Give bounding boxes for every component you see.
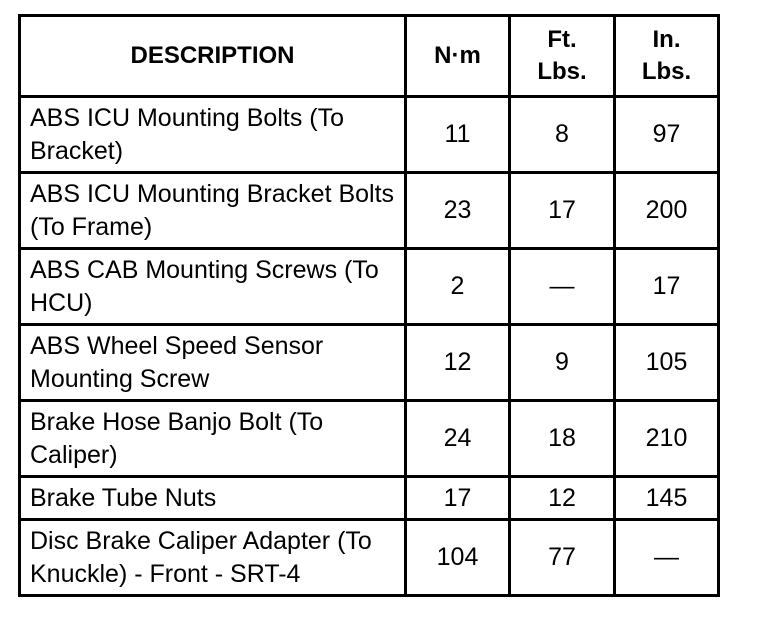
- description-cell: ABS ICU Mounting Bolts (To Bracket): [20, 97, 406, 173]
- ft-lbs-cell: 77: [510, 520, 615, 596]
- in-lbs-cell: 210: [615, 401, 719, 477]
- ft-lbs-cell: 8: [510, 97, 615, 173]
- description-cell: Brake Tube Nuts: [20, 477, 406, 520]
- header-in-lbs: [615, 16, 719, 97]
- description-cell: Brake Hose Banjo Bolt (To Caliper): [20, 401, 406, 477]
- header-in-lbs-line1: In.: [652, 26, 681, 53]
- description-cell: ABS Wheel Speed Sensor Mounting Screw: [20, 325, 406, 401]
- in-lbs-cell: —: [615, 520, 719, 596]
- in-lbs-cell: 17: [615, 249, 719, 325]
- header-nm: N·m: [406, 16, 510, 97]
- table-row: [20, 477, 719, 520]
- in-lbs-cell: 145: [615, 477, 719, 520]
- nm-cell: 24: [406, 401, 510, 477]
- nm-cell: 11: [406, 97, 510, 173]
- torque-spec-table: [18, 14, 720, 597]
- nm-cell: 104: [406, 520, 510, 596]
- table-row: [20, 520, 719, 596]
- nm-cell: 12: [406, 325, 510, 401]
- table-row: [20, 325, 719, 401]
- in-lbs-cell: 200: [615, 173, 719, 249]
- table-row: [20, 401, 719, 477]
- ft-lbs-cell: 9: [510, 325, 615, 401]
- ft-lbs-cell: 12: [510, 477, 615, 520]
- description-cell: ABS CAB Mounting Screws (To HCU): [20, 249, 406, 325]
- table-row: [20, 249, 719, 325]
- description-cell: Disc Brake Caliper Adapter (To Knuckle) - Front - SRT-4: [20, 520, 406, 596]
- nm-cell: 17: [406, 477, 510, 520]
- nm-cell: 2: [406, 249, 510, 325]
- header-in-lbs-line2: Lbs.: [641, 58, 692, 85]
- in-lbs-cell: 97: [615, 97, 719, 173]
- nm-cell: 23: [406, 173, 510, 249]
- header-ft-lbs-line1: Ft.: [547, 26, 577, 53]
- in-lbs-cell: 105: [615, 325, 719, 401]
- header-row: [20, 16, 719, 97]
- table-row: [20, 97, 719, 173]
- ft-lbs-cell: 17: [510, 173, 615, 249]
- description-cell: ABS ICU Mounting Bracket Bolts (To Frame): [20, 173, 406, 249]
- header-description: DESCRIPTION: [20, 16, 406, 97]
- header-ft-lbs-line2: Lbs.: [537, 58, 587, 85]
- ft-lbs-cell: 18: [510, 401, 615, 477]
- table-row: [20, 173, 719, 249]
- header-ft-lbs: [510, 16, 615, 97]
- ft-lbs-cell: —: [510, 249, 615, 325]
